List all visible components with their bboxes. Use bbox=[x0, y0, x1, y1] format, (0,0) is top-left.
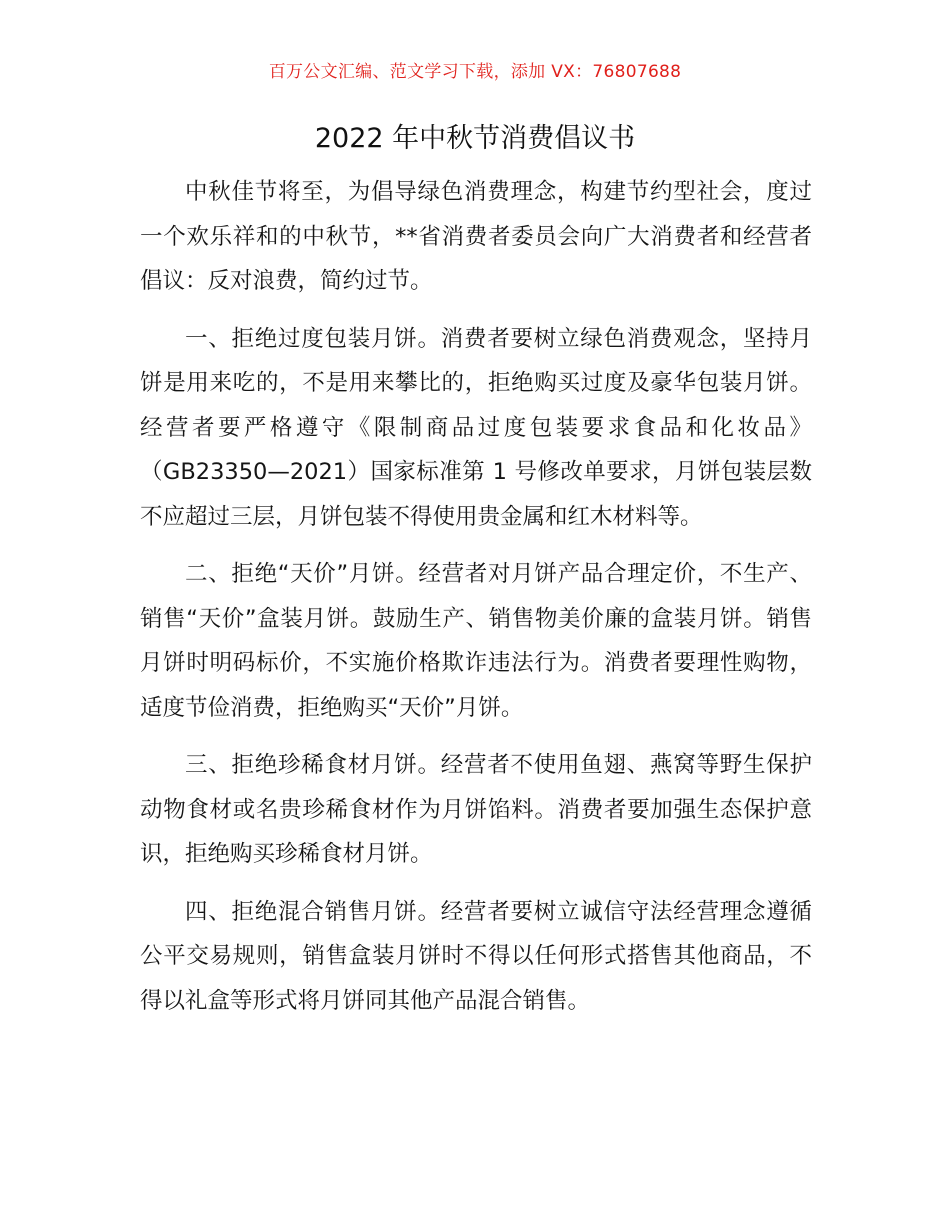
paragraph-item-1: 一、拒绝过度包装月饼。消费者要树立绿色消费观念，坚持月饼是用来吃的，不是用来攀比的，拒绝购买过度及豪华包装月饼。经营者要严格遵守《限制商品过度包装要求食品和化妆品》（GB23350—2021）国家标准第 1 号修改单要求，月饼包装层数不应超过三层，月饼包装不得使用贵金属和红木材料等。 bbox=[140, 325, 812, 530]
header-watermark-note: 百万公文汇编、范文学习下载，添加 VX：76807688 bbox=[268, 62, 682, 82]
paragraph-item-4: 四、拒绝混合销售月饼。经营者要树立诚信守法经营理念遵循公平交易规则，销售盒装月饼时不得以任何形式搭售其他商品，不得以礼盒等形式将月饼同其他产品混合销售。 bbox=[140, 898, 812, 1014]
paragraph-item-2: 二、拒绝“天价”月饼。经营者对月饼产品合理定价，不生产、销售“天价”盒装月饼。鼓励生产、销售物美价廉的盒装月饼。销售月饼时明码标价，不实施价格欺诈违法行为。消费者要理性购物，适度节俭消费，拒绝购买“天价”月饼。 bbox=[140, 561, 812, 721]
paragraph-item-3: 三、拒绝珍稀食材月饼。经营者不使用鱼翅、燕窝等野生保护动物食材或名贵珍稀食材作为月饼馅料。消费者要加强生态保护意识，拒绝购买珍稀食材月饼。 bbox=[140, 752, 812, 867]
document-title: 2022 年中秋节消费倡议书 bbox=[314, 123, 636, 154]
document-body bbox=[140, 170, 812, 1036]
paragraph-intro: 中秋佳节将至，为倡导绿色消费理念，构建节约型社会，度过一个欢乐祥和的中秋节，**省消费者委员会向广大消费者和经营者倡议：反对浪费，简约过节。 bbox=[140, 179, 812, 294]
